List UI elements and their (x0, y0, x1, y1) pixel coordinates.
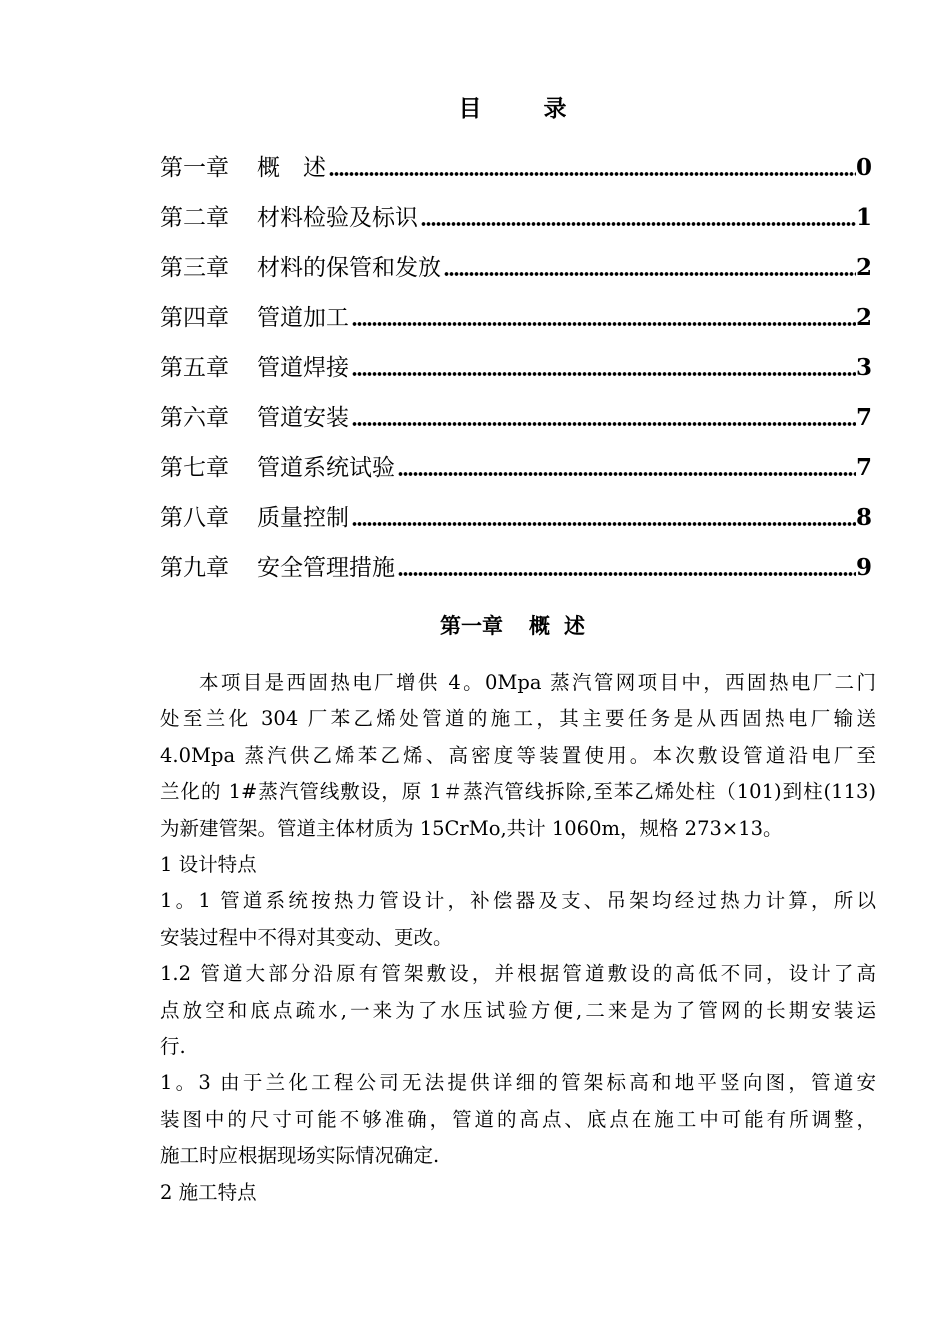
toc-leader-dots (398, 471, 856, 477)
toc-chapter-name: 材料检验及标识 (257, 205, 418, 231)
toc-chapter: 第四章 (160, 305, 229, 331)
toc-entry-1[interactable] (160, 136, 873, 186)
toc-entry-4[interactable] (160, 286, 873, 336)
toc-entry-3[interactable] (160, 236, 873, 286)
toc-leader-dots (329, 171, 856, 177)
body-line: 1。1 管道系统按热力管设计，补偿器及支、吊架均经过热力计算，所以 (160, 889, 876, 913)
toc-leader-dots (352, 371, 856, 377)
toc-chapter-name: 材料的保管和发放 (257, 255, 441, 281)
chapter-1-title-b: 述 (564, 613, 585, 638)
toc-leader-dots (352, 421, 856, 427)
body-line: 点放空和底点疏水,一来为了水压试验方便,二来是为了管网的长期安装运 (160, 998, 876, 1022)
toc-title-left: 目 (458, 95, 482, 122)
chapter-1-number: 第一章 (440, 613, 503, 638)
toc-chapter: 第六章 (160, 405, 229, 431)
toc-page-number: 3 (856, 354, 873, 381)
toc-leader-dots (444, 271, 856, 277)
body-line: 本项目是西固热电厂增供 4。0Mpa 蒸汽管网项目中，西固热电厂二门 (199, 671, 876, 694)
toc-chapter: 第五章 (160, 355, 229, 381)
body-line: 4.0Mpa 蒸汽供乙烯苯乙烯、高密度等装置使用。本次敷设管道沿电厂至 (160, 743, 876, 767)
body-line: 行. (160, 1035, 186, 1059)
toc-entry-9[interactable] (160, 536, 873, 586)
toc-page-number: 8 (856, 504, 873, 531)
toc-chapter: 第一章 (160, 155, 229, 181)
toc-chapter: 第三章 (160, 255, 229, 281)
toc-chapter-name: 管道安装 (257, 405, 349, 431)
body-line: 施工时应根据现场实际情况确定. (160, 1144, 440, 1168)
toc-page-number: 2 (856, 254, 873, 281)
toc-page-number: 0 (856, 154, 873, 181)
toc-chapter-name: 安全管理措施 (257, 555, 395, 581)
toc-page-number: 9 (856, 554, 873, 581)
toc-chapter: 第七章 (160, 455, 229, 481)
body-line: 为新建管架。管道主体材质为 15CrMo,共计 1060m，规格 273×13。 (160, 816, 783, 840)
toc-chapter-name: 质量控制 (257, 505, 349, 531)
toc-entry-6[interactable] (160, 386, 873, 436)
body-line: 1.2 管道大部分沿原有管架敷设，并根据管道敷设的高低不同，设计了高 (160, 962, 876, 986)
toc-page-number: 7 (856, 404, 873, 431)
toc-page-number: 7 (856, 454, 873, 481)
body-line: 安装过程中不得对其变动、更改。 (160, 925, 453, 949)
toc-title (0, 90, 950, 123)
toc-leader-dots (398, 571, 856, 577)
body-line: 装图中的尺寸可能不够准确，管道的高点、底点在施工中可能有所调整， (160, 1107, 876, 1131)
toc-chapter: 第九章 (160, 555, 229, 581)
toc-chapter-name: 概 述 (257, 155, 326, 181)
toc-page-number: 2 (856, 304, 873, 331)
toc-entry-2[interactable] (160, 186, 873, 236)
toc-leader-dots (352, 521, 856, 527)
toc-page-number: 1 (856, 204, 873, 231)
chapter-1-heading (0, 610, 950, 640)
toc-entry-5[interactable] (160, 336, 873, 386)
toc-chapter-name: 管道系统试验 (257, 455, 395, 481)
section-heading: 1 设计特点 (160, 853, 257, 877)
toc-chapter: 第八章 (160, 505, 229, 531)
body-line: 处至兰化 304 厂苯乙烯处管道的施工，其主要任务是从西固热电厂输送 (160, 707, 876, 731)
toc-entry-8[interactable] (160, 486, 873, 536)
toc-entry-7[interactable] (160, 436, 873, 486)
toc-chapter-name: 管道焊接 (257, 355, 349, 381)
body-line: 1。3 由于兰化工程公司无法提供详细的管架标高和地平竖向图，管道安 (160, 1071, 876, 1095)
toc-chapter: 第二章 (160, 205, 229, 231)
chapter-1-body (160, 665, 876, 1211)
toc-leader-dots (352, 321, 856, 327)
toc-title-right: 录 (543, 95, 567, 122)
chapter-1-title-a: 概 (529, 613, 550, 638)
table-of-contents (160, 136, 873, 586)
toc-chapter-name: 管道加工 (257, 305, 349, 331)
section-heading: 2 施工特点 (160, 1180, 257, 1204)
body-line: 兰化的 1#蒸汽管线敷设，原 1＃蒸汽管线拆除,至苯乙烯处柱（101)到柱(113) (160, 780, 876, 804)
toc-leader-dots (421, 221, 856, 227)
